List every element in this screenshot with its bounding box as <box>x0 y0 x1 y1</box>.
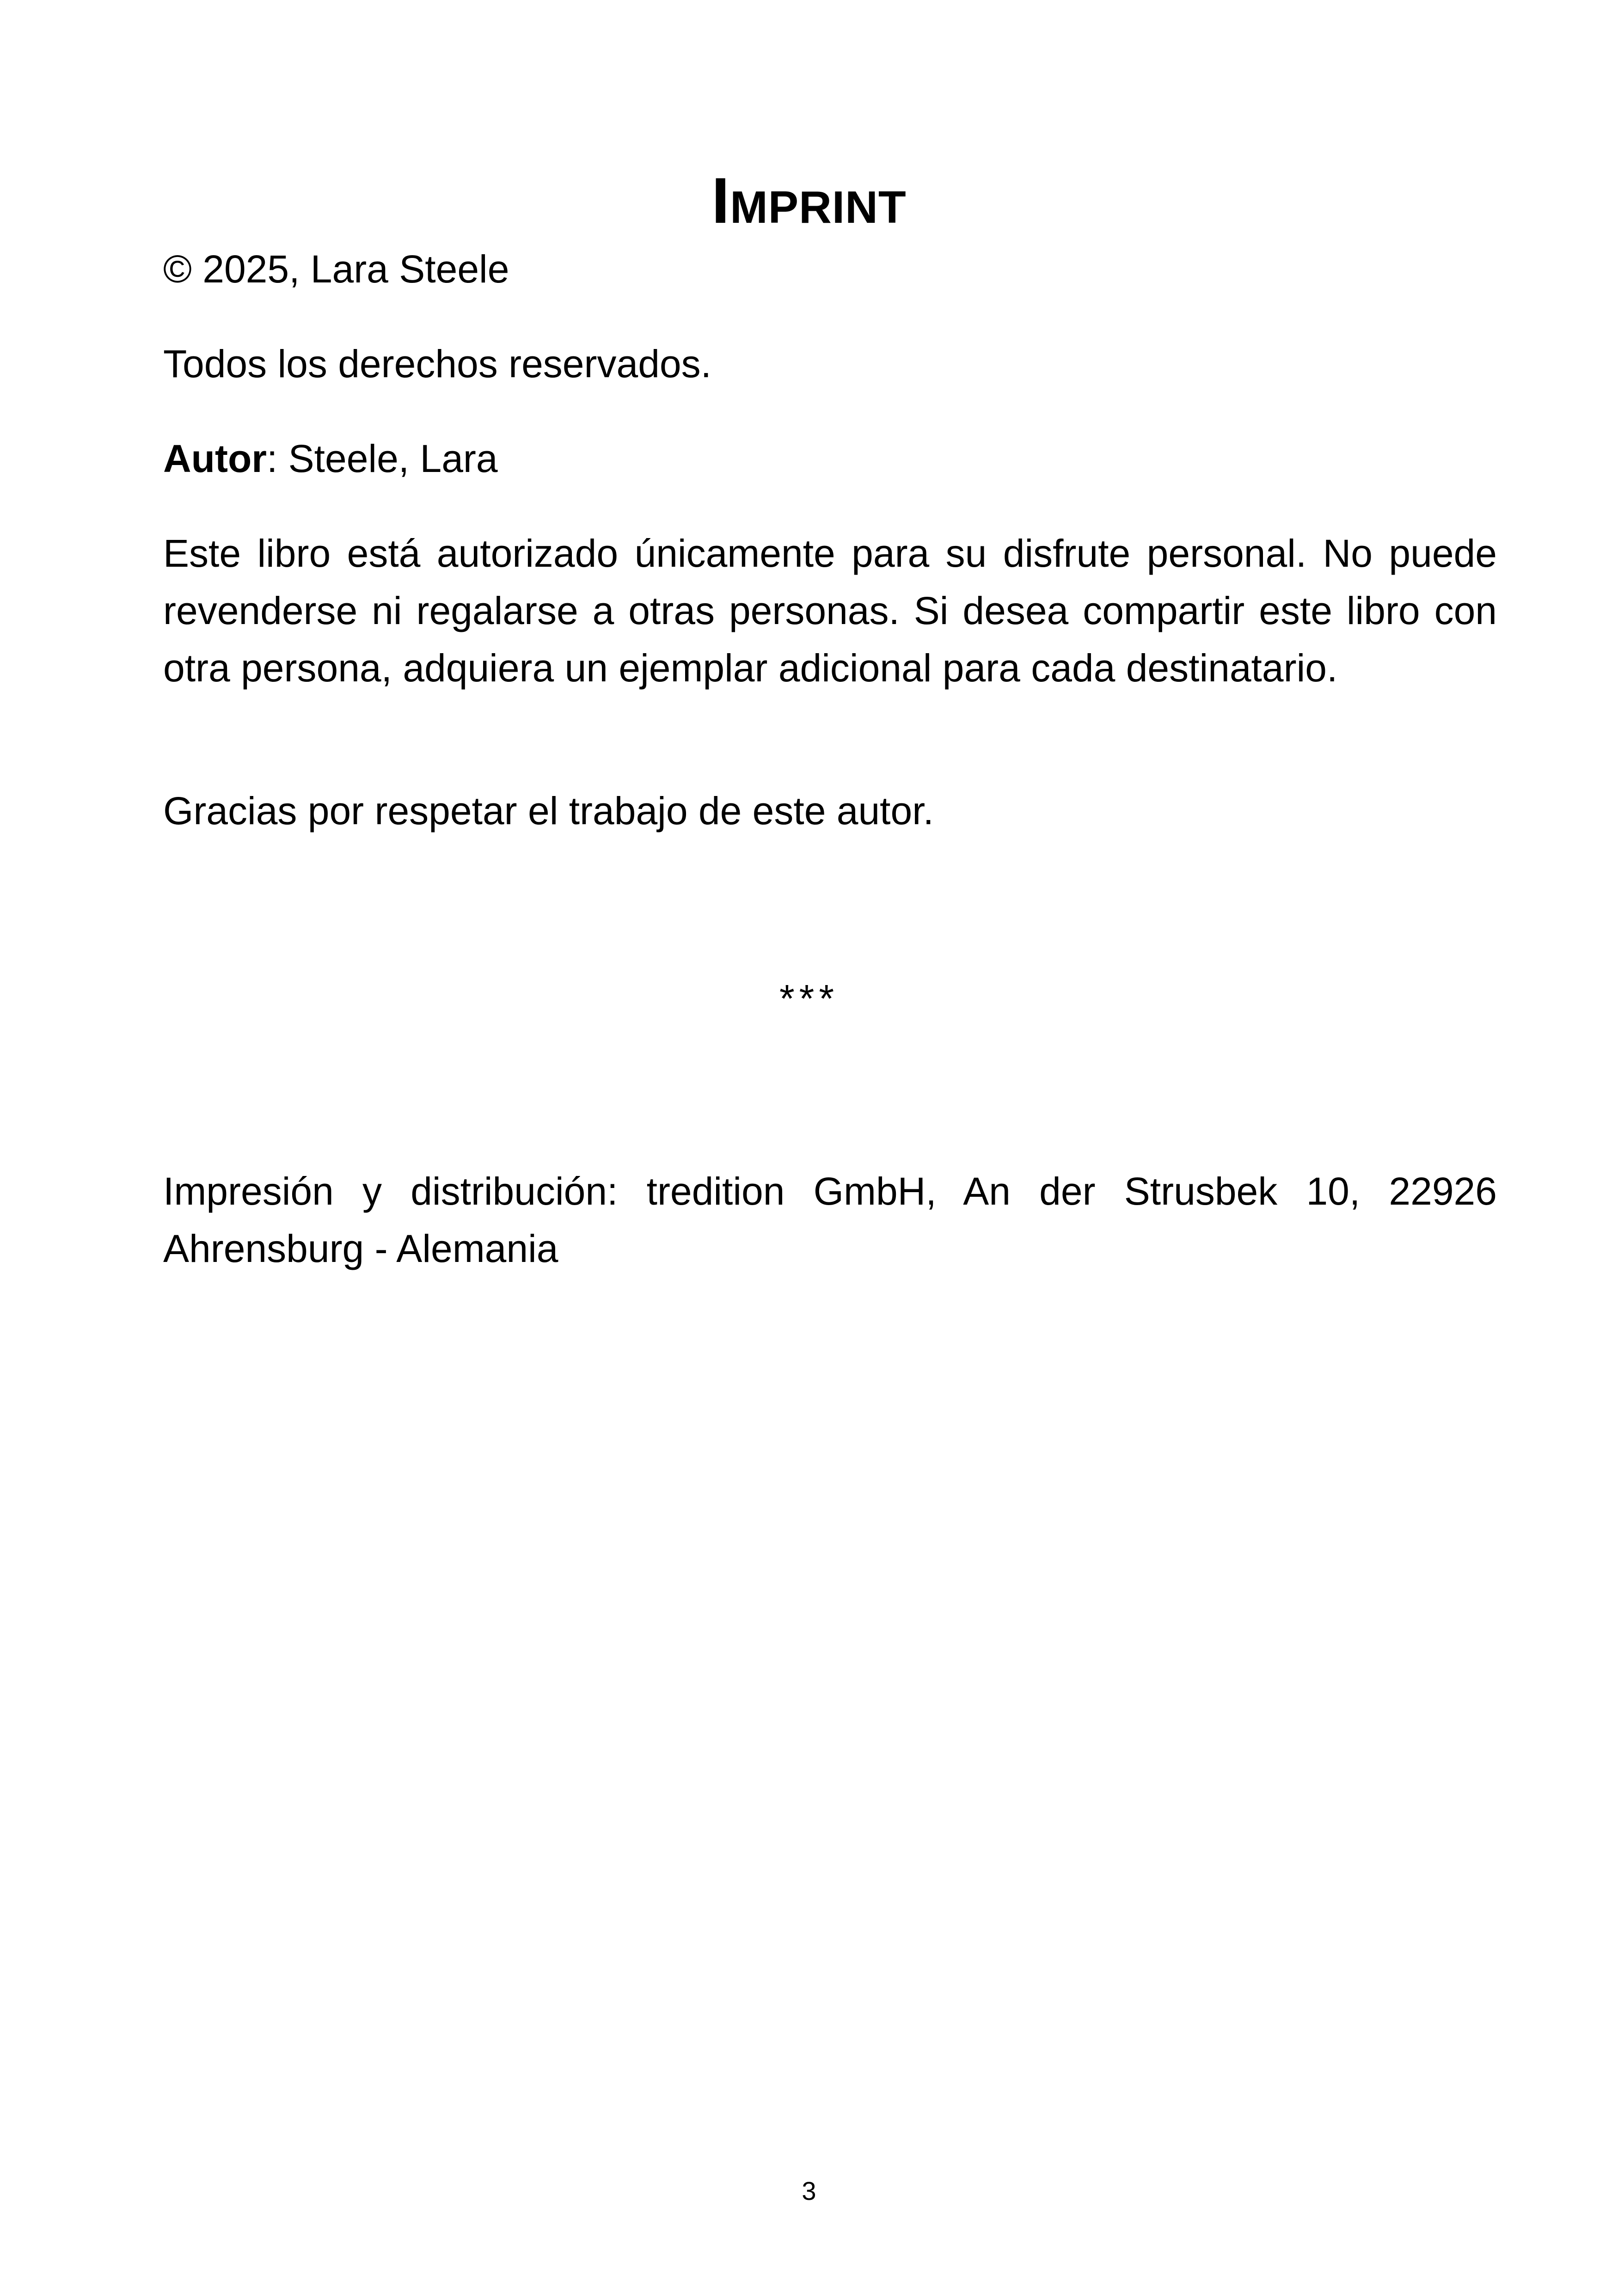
copyright-line: © 2025, Lara Steele <box>163 247 509 291</box>
license-notice: Este libro está autorizado únicamente para su disfrute personal. No puede revenderse ni regalarse a otras personas. Si desea compartir este libro con otra persona, adquiera un ejemplar adicional para cada destinatario. <box>163 532 1497 690</box>
author-line <box>163 430 1497 487</box>
page-title: Imprint <box>711 164 907 237</box>
author-label: Autor <box>163 437 267 480</box>
thanks-line: Gracias por respetar el trabajo de este autor. <box>163 789 934 833</box>
printer-address: Impresión y distribución: tredition GmbH, An der Strusbek 10, 22926 Ahrensburg - Alemania <box>163 1169 1497 1270</box>
rights-statement: Todos los derechos reservados. <box>163 342 711 386</box>
author-name: : Steele, Lara <box>266 437 498 480</box>
section-separator: *** <box>779 977 839 1020</box>
page-number: 3 <box>802 2176 816 2205</box>
